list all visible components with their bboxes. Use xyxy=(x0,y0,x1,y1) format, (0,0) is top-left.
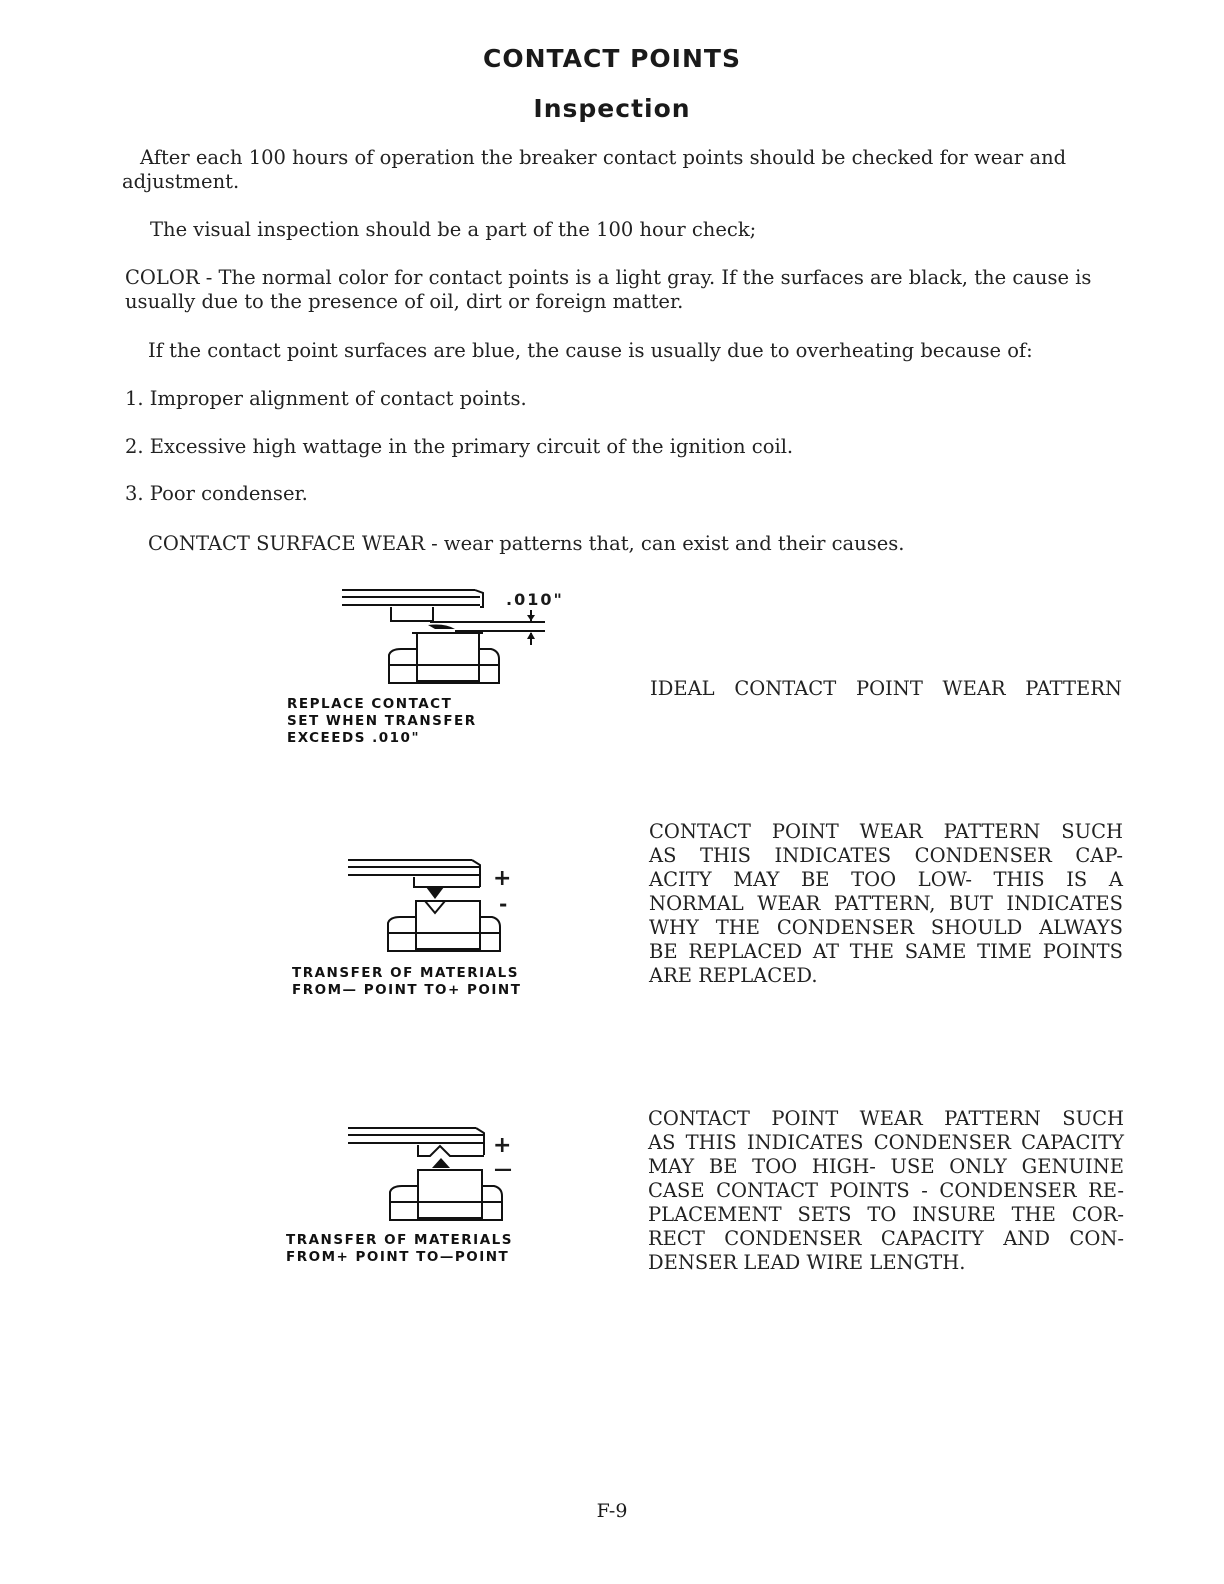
clearance-label: .010" xyxy=(506,590,564,609)
figure-3-description xyxy=(648,1107,1124,1275)
description-line: ACITY MAY BE TOO LOW- THIS IS A xyxy=(649,868,1123,891)
cause-list-item-2: 2. Excessive high wattage in the primary circuit of the ignition coil. xyxy=(125,435,794,458)
blue-surface-paragraph: If the contact point surfaces are blue, the cause is usually due to overheating because of: xyxy=(148,339,1033,362)
minus-label: — xyxy=(494,1159,512,1180)
page-number: F-9 xyxy=(596,1500,628,1522)
caption-line: FROM— POINT TO+ POINT xyxy=(292,982,522,998)
caption-line: FROM+ POINT TO—POINT xyxy=(286,1249,510,1265)
description-line: AS THIS INDICATES CONDENSER CAP- xyxy=(649,844,1123,867)
color-paragraph: COLOR - The normal color for contact points is a light gray. If the surfaces are black, the cause is usually due to the presence of oil, dirt or foreign matter. xyxy=(125,266,1092,313)
cause-list-item-1: 1. Improper alignment of contact points. xyxy=(125,387,527,410)
description-line: CONTACT POINT WEAR PATTERN SUCH xyxy=(648,1107,1124,1130)
figure-2-caption xyxy=(292,965,521,999)
page-title: CONTACT POINTS xyxy=(483,44,741,73)
description-line: CASE CONTACT POINTS - CONDENSER RE- xyxy=(648,1179,1124,1202)
description-line: MAY BE TOO HIGH- USE ONLY GENUINE xyxy=(648,1155,1124,1178)
description-line: RECT CONDENSER CAPACITY AND CON- xyxy=(648,1227,1124,1250)
description-line: DENSER LEAD WIRE LENGTH. xyxy=(648,1251,966,1274)
caption-line: REPLACE CONTACT xyxy=(287,696,453,712)
caption-line: SET WHEN TRANSFER xyxy=(287,713,477,729)
description-line: WHY THE CONDENSER SHOULD ALWAYS xyxy=(649,916,1123,939)
figure-1-caption xyxy=(287,696,477,747)
section-subtitle: Inspection xyxy=(533,94,691,123)
minus-label: - xyxy=(499,892,508,916)
description-line: AS THIS INDICATES CONDENSER CAPACITY xyxy=(648,1131,1124,1154)
description-line: CONTACT POINT WEAR PATTERN SUCH xyxy=(649,820,1123,843)
caption-line: TRANSFER OF MATERIALS xyxy=(292,965,519,981)
description-line: IDEAL CONTACT POINT WEAR PATTERN xyxy=(650,677,1122,700)
surface-wear-paragraph: CONTACT SURFACE WEAR - wear patterns that, can exist and their causes. xyxy=(148,532,905,555)
plus-label: + xyxy=(493,866,512,891)
description-line: BE REPLACED AT THE SAME TIME POINTS xyxy=(649,940,1123,963)
plus-label: + xyxy=(493,1133,512,1158)
cause-list-item-3: 3. Poor condenser. xyxy=(125,482,308,505)
caption-line: TRANSFER OF MATERIALS xyxy=(286,1232,513,1248)
description-line: ARE REPLACED. xyxy=(649,964,818,987)
figure-2-description xyxy=(649,820,1123,988)
figure-1-description xyxy=(650,677,1122,701)
intro-paragraph: After each 100 hours of operation the breaker contact points should be checked for wear and adjustment. xyxy=(122,146,1067,193)
caption-line: EXCEEDS .010" xyxy=(287,730,420,746)
inspection-paragraph: The visual inspection should be a part of the 100 hour check; xyxy=(150,218,757,241)
figure-3-caption xyxy=(286,1232,513,1266)
description-line: PLACEMENT SETS TO INSURE THE COR- xyxy=(648,1203,1124,1226)
description-line: NORMAL WEAR PATTERN, BUT INDICATES xyxy=(649,892,1123,915)
